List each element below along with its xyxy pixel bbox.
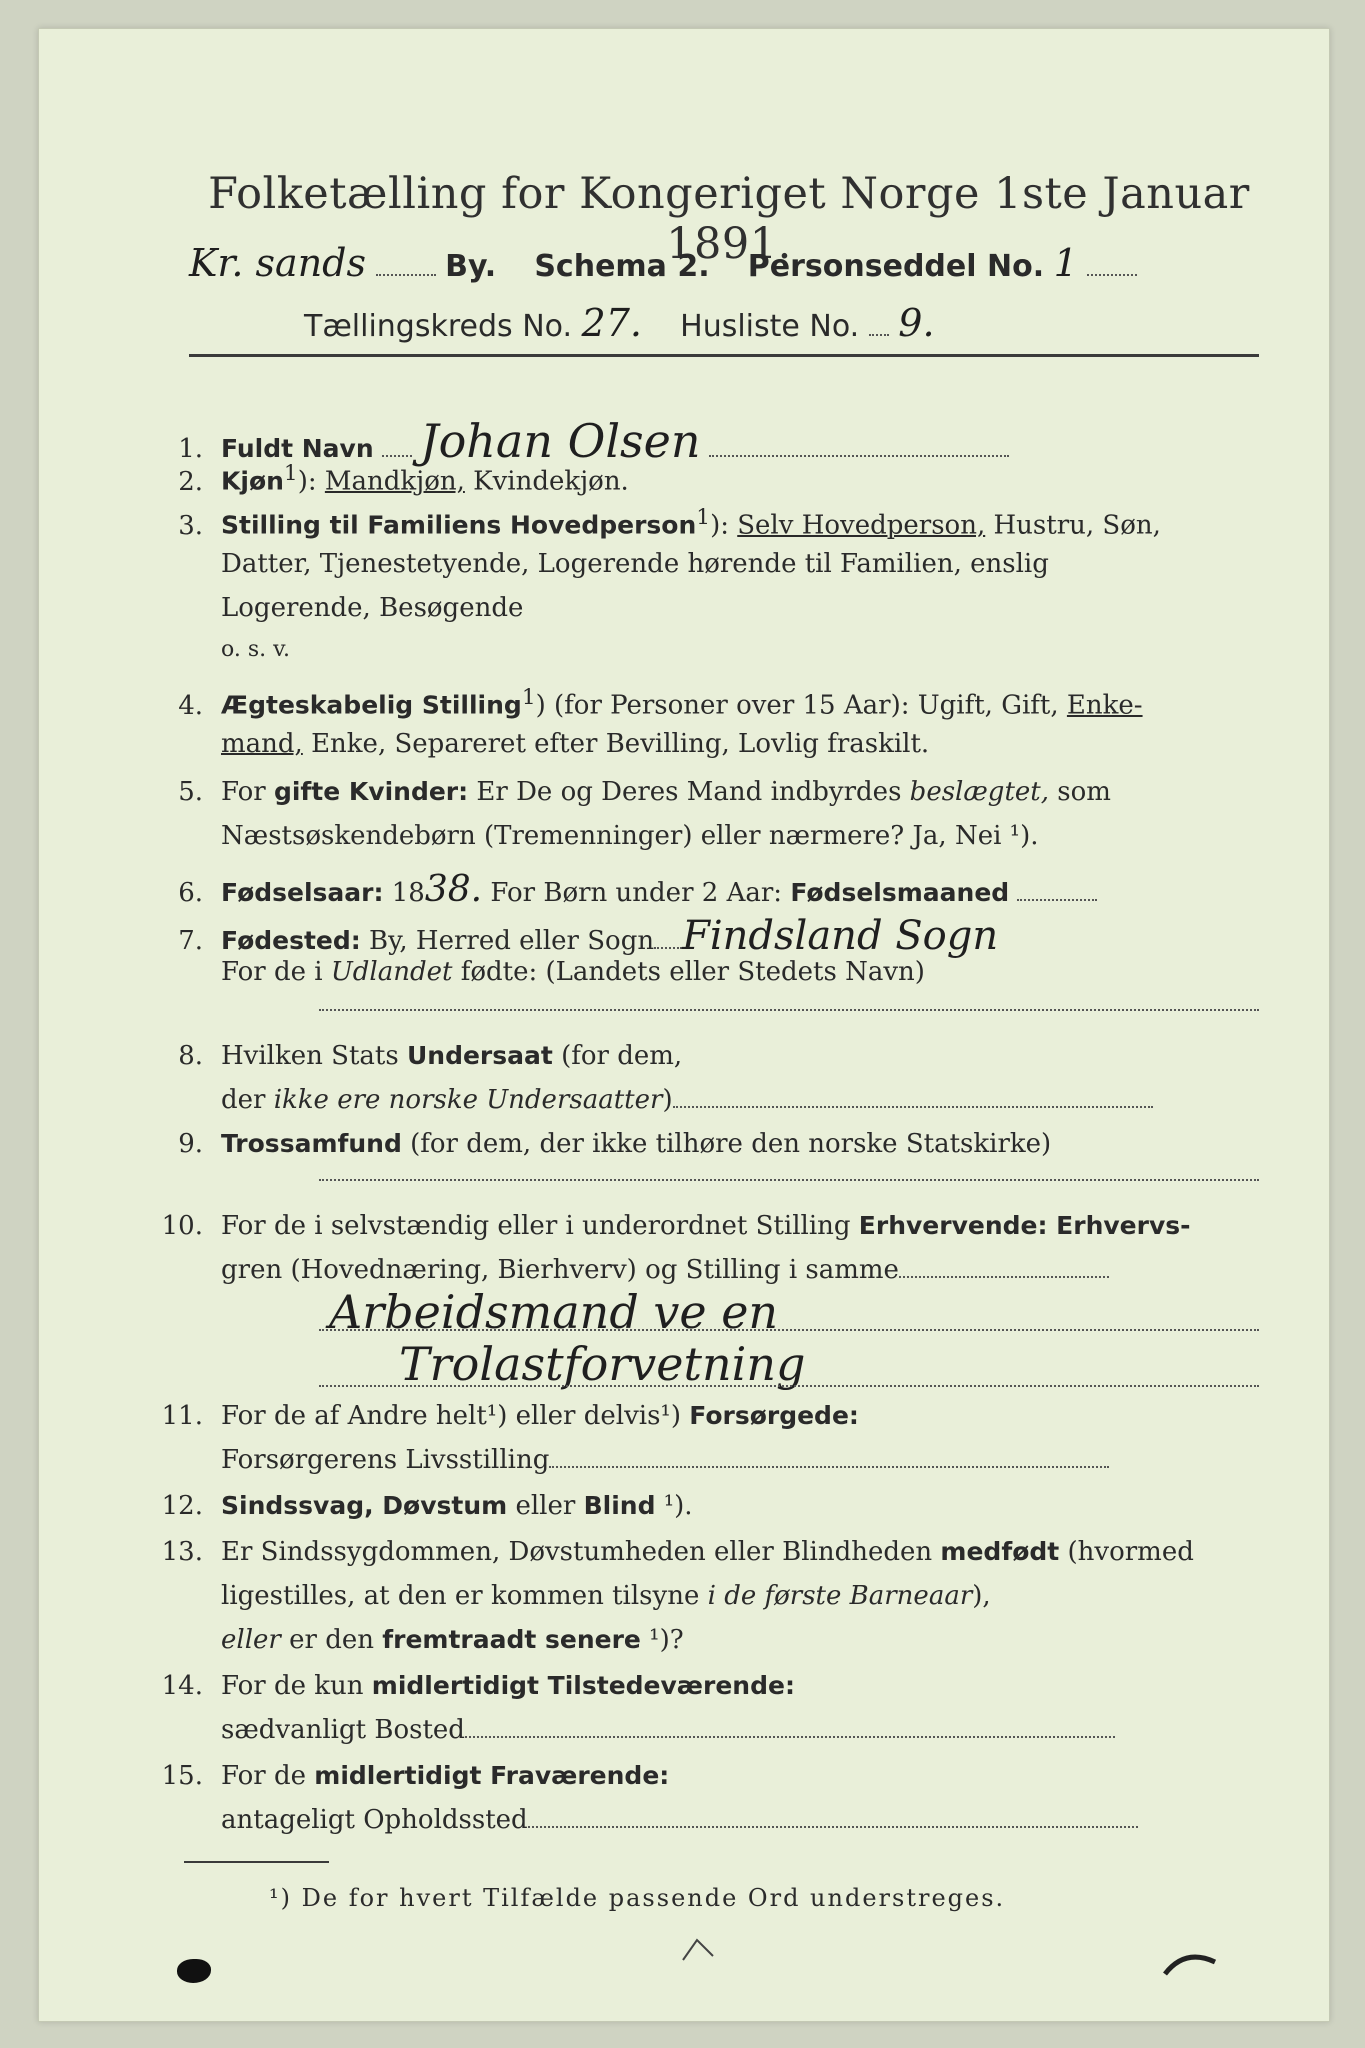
q11-forsorgede: 11. For de af Andre helt¹) eller delvis¹) Forsørgede: [161,1401,859,1431]
q9-trossamfund: 9. Trossamfund (for dem, der ikke tilhøre den norske Statskirke) [178,1129,1052,1159]
personseddel-label: Personseddel No. [747,249,1045,284]
q8-undersaat: 8. Hvilken Stats Undersaat (for dem, [178,1041,683,1071]
ink-smudge [1159,1944,1229,1984]
q3-stilling: 3. Stilling til Familiens Hovedperson$^1$): Selv Hovedperson, Hustru, Søn, [178,505,1161,541]
header-city-line [189,241,1137,285]
husliste-number: 9. [898,301,935,345]
header-kreds-line [304,301,935,345]
form-title: Folketælling for Kongeriget Norge 1ste Januar 1891. [208,169,1250,269]
by-label: By. [445,249,497,284]
taellingskreds-number: 27. [581,301,642,345]
q6-fodselsaar: 6. Fødselsaar: 1838. For Børn under 2 Aar: Fødselsmaaned [149,869,1097,910]
husliste-label: Husliste No. [680,309,860,344]
q2-option-underlined: Mandkjøn, [324,466,465,497]
q12-sindssvag: 12. Sindssvag, Døvstum eller Blind ¹). [161,1491,693,1521]
footnote: ¹) De for hvert Tilfælde passende Ord understreges. [269,1884,1006,1912]
q15-fravaerende: 15. For de midlertidigt Fraværende: [161,1761,670,1791]
q14-tilstedevaerende: 14. For de kun midlertidigt Tilstedeværende: [161,1671,795,1701]
personseddel-number: 1 [1053,241,1078,285]
footnote-rule [184,1861,329,1863]
header-rule [189,354,1259,357]
city-handwritten: Kr. sands [189,241,366,285]
q5-gifte-kvinder: 5. For gifte Kvinder: Er De og Deres Mand indbyrdes beslægtet, som [178,777,1111,807]
taellingskreds-label: Tællingskreds No. [304,309,572,344]
q2-kjon: 2. Kjøn$^1$): Mandkjøn, Kvindekjøn. [178,461,629,497]
q7-answer-handwritten: Findsland Sogn [682,913,999,959]
q6-answer-handwritten: 38. [424,869,483,910]
q10-answer-line1-handwritten: Arbeidsmand ve en [329,1285,779,1339]
q4-aegteskabelig: 4. Ægteskabelig Stilling$^1$) (for Personer over 15 Aar): Ugift, Gift, Enke- [178,685,1143,721]
ink-mark [679,1934,719,1964]
census-form-sheet: Folketælling for Kongeriget Norge 1ste Januar 1891. Kr. sands By. Schema 2. Personseddel No. 1 Tællingskreds No. 27. Husliste No. 9. 1. Fuldt Navn Johan Olsen 2. Kjøn$^1$): Mandkjøn, Kvindekjøn. 3. Stilling til Familiens Hovedperson$^1$): Selv Hovedperson, Hustru, Søn, Datter, Tjenestetyende, Logerende hørende til Familien, enslig Logerende, Besøgende o. s. v. 4. Ægteskabelig Stilling$^1$) (for Personer over 15 Aar): Ugift, Gift, Enke- mand, Enke, Separeret efter Bevilling, Lovlig fraskilt. 5. For gifte Kvinder: Er De og Deres Mand indbyrdes beslægtet, som Næstsøskendebørn (Tremenninger) eller nærmere? Ja, Nei ¹). 6. Fødselsaar: 1838. For Børn under 2 Aar: Fødselsmaaned 7. Fødested: By, Herred eller Sogn Findsland Sogn For de i Udlandet fødte: (Landets eller Stedets Navn) 8. Hvilken Stats Undersaat (for dem, der ikke ere norske Undersaatter) 9. Trossamfund (for dem, der ikke tilhøre den norske Statskirke) 10. For de i selvstændig eller i underordnet Stilling Erhvervende: Erhvervs- gren (Hovednæring, Bierhverv) og Stilling i samme Arbeidsmand ve en Trolastforvetning 11. For de af Andre helt¹) eller delvis¹) Forsørgede: Forsørgerens Livsstilling 12. Sindssvag, Døvstum eller Blind ¹). 13. Er Sindssygdommen, Døvstumheden eller Blindheden medfødt (hvormed ligestilles, at den er kommen tilsyne i de første Barneaar), eller er den fremtraadt senere ¹)? 14. For de kun midlertidigt Tilstedeværende: sædvanligt Bosted 15. For de midlertidigt Fraværende: antageligt Opholdssted ¹) De for hvert Tilfælde passende Ord understreges. [38,28,1330,2022]
q10-erhvervende: 10. For de i selvstændig eller i underordnet Stilling Erhvervende: Erhvervs- [161,1211,1191,1241]
q7-fodested: 7. Fødested: By, Herred eller Sogn Findsland Sogn [178,913,999,959]
q1-answer-handwritten: Johan Olsen [420,414,701,468]
schema-label: Schema 2. [534,249,710,284]
q10-answer-line2-handwritten: Trolastforvetning [399,1337,806,1391]
q13-medfodt: 13. Er Sindssygdommen, Døvstumheden eller Blindheden medfødt (hvormed [161,1537,1194,1567]
q3-option-underlined: Selv Hovedperson, [737,510,986,541]
ink-blot [177,1959,211,1983]
q1-fuldt-navn: 1. Fuldt Navn Johan Olsen [149,414,1009,468]
